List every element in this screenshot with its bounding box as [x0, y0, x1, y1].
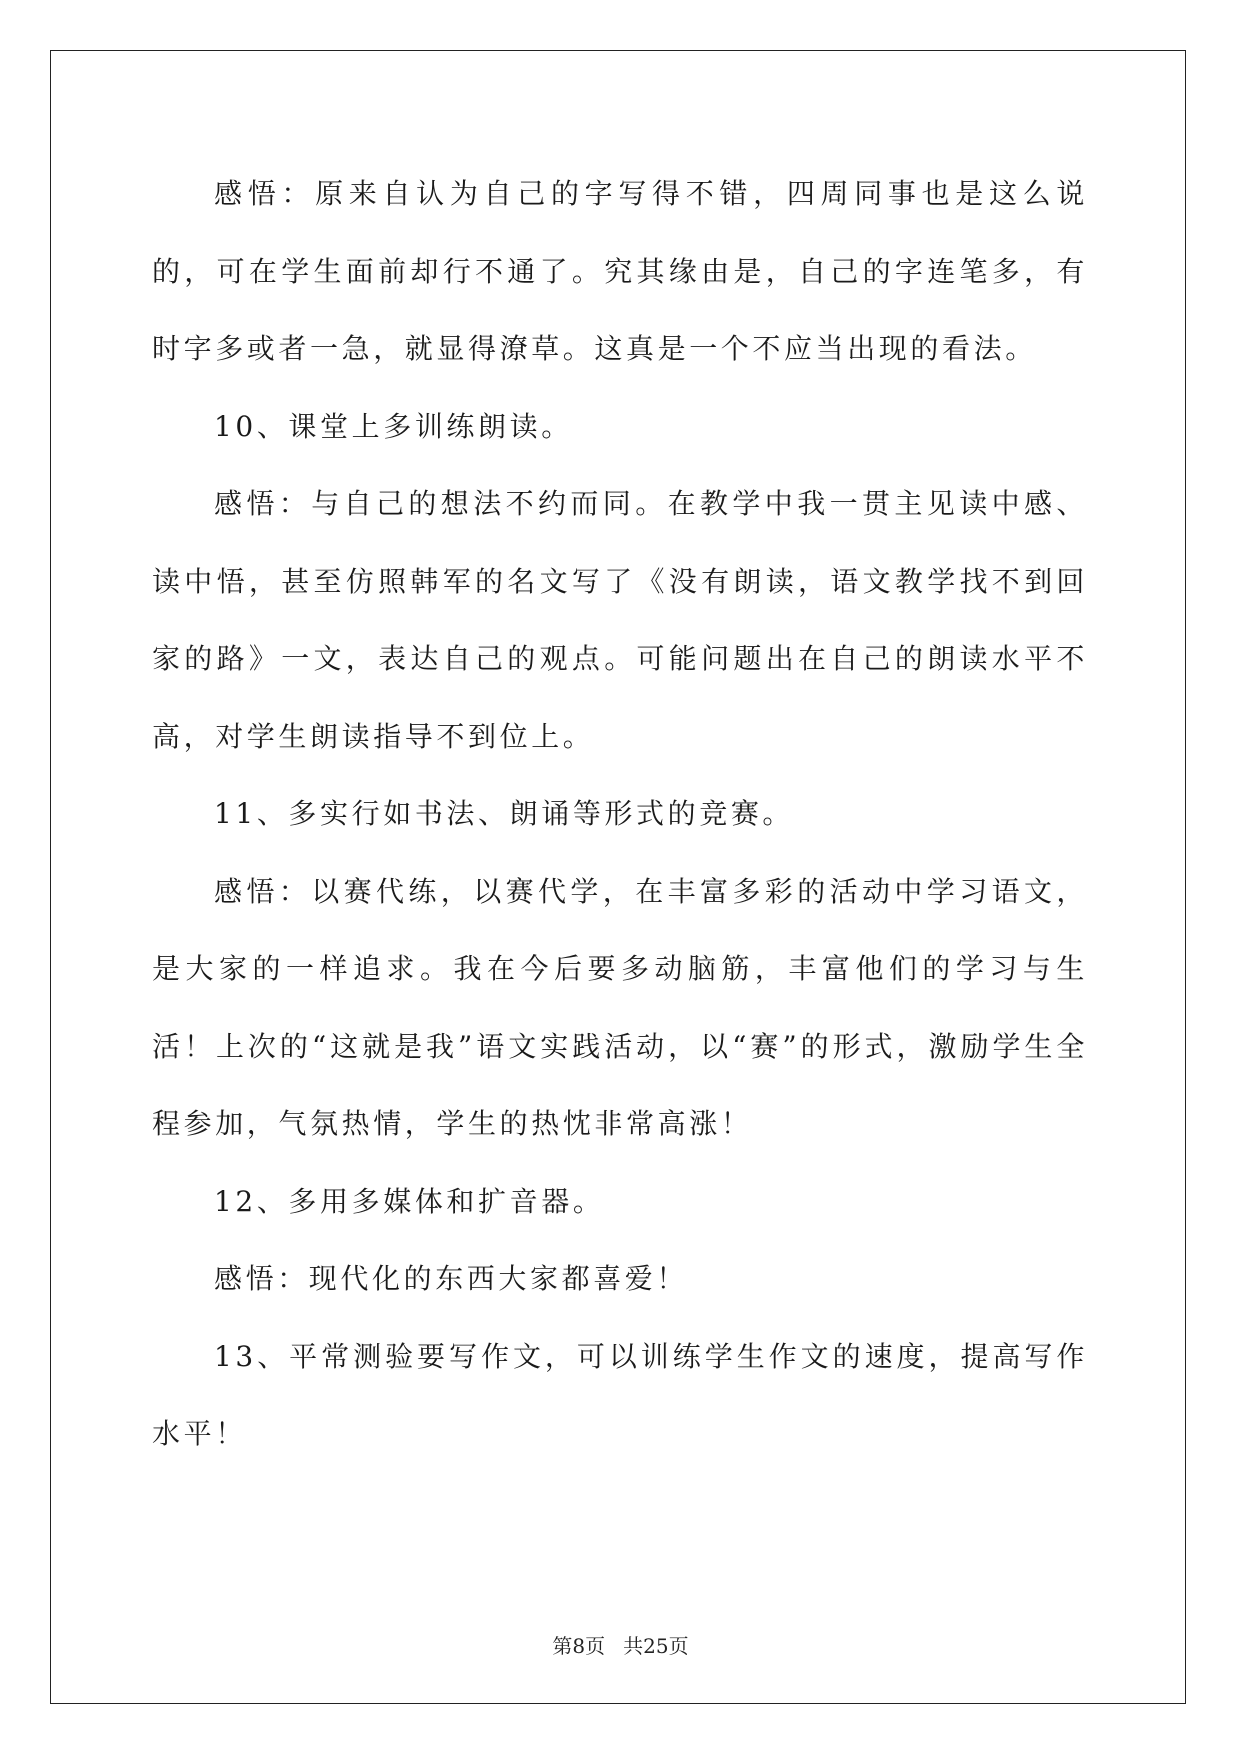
page-footer: [0, 1630, 1241, 1659]
paragraph-reflection-2: 感悟：与自己的想法不约而同。在教学中我一贯主见读中感、读中悟，甚至仿照韩军的名文写了《没有朗读，语文教学找不到回家的路》一文，表达自己的观点。可能问题出在自己的朗读水平不高，对学生朗读指导不到位上。: [152, 487, 1088, 753]
paragraph-reflection-1: 感悟：原来自认为自己的字写得不错，四周同事也是这么说的，可在学生面前却行不通了。究其缘由是，自己的字连笔多，有时字多或者一急，就显得潦草。这真是一个不应当出现的看法。: [152, 177, 1088, 365]
paragraph-item-10: 10、课堂上多训练朗读。: [214, 409, 573, 443]
paragraph-item-11: 11、多实行如书法、朗诵等形式的竞赛。: [214, 797, 795, 830]
paragraph-reflection-4: 感悟：现代化的东西大家都喜爱！: [214, 1262, 689, 1295]
document-body: [152, 155, 1088, 1473]
page-number: 第8页: [552, 1634, 606, 1658]
paragraph-reflection-3: 感悟：以赛代练，以赛代学，在丰富多彩的活动中学习语文，是大家的一样追求。我在今后要多动脑筋，丰富他们的学习与生活！上次的“这就是我”语文实践活动，以“赛”的形式，激励学生全程参加，气氛热情，学生的热忱非常高涨！: [152, 874, 1088, 1140]
paragraph-item-12: 12、多用多媒体和扩音器。: [214, 1184, 605, 1218]
page-total: 共25页: [623, 1634, 689, 1658]
paragraph-item-13: 13、平常测验要写作文，可以训练学生作文的速度，提高写作水平！: [152, 1339, 1088, 1450]
